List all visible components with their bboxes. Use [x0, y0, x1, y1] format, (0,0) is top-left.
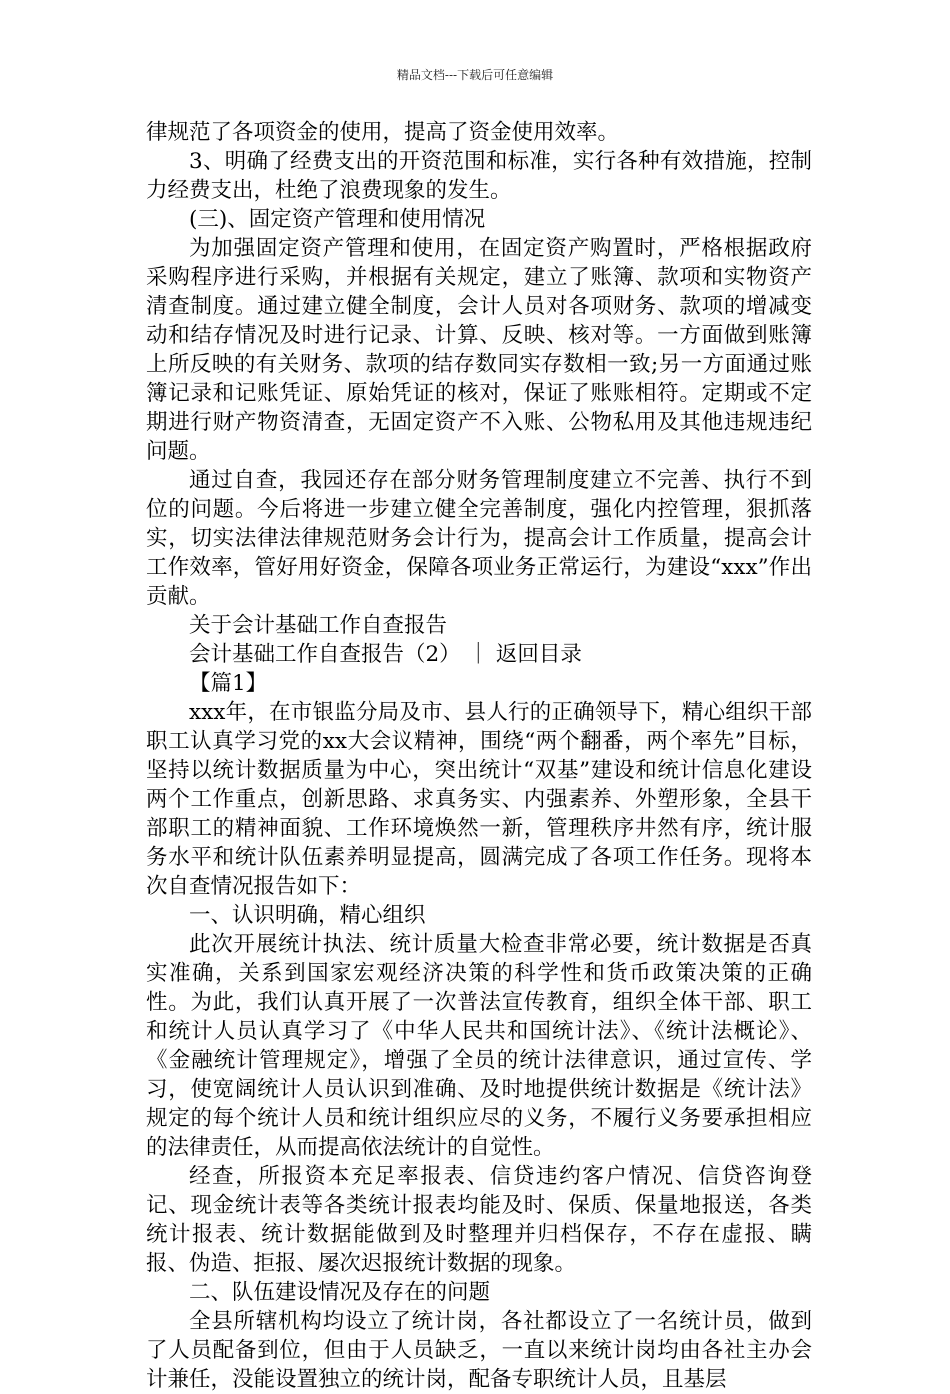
paragraph: 经查，所报资本充足率报表、信贷违约客户情况、信贷咨询登记、现金统计表等各类统计报表均能及时、保质、保量地报送，各类统计报表、统计数据能做到及时整理并归档保存，不存在虚报、瞒报、伪造、拒报、屡次迟报统计数据的现象。 [146, 1164, 812, 1276]
paragraph: 为加强固定资产管理和使用，在固定资产购置时，严格根据政府采购程序进行采购，并根据有关规定，建立了账簿、款项和实物资产清查制度。通过建立健全制度，会计人员对各项财务、款项的增减变动和结存情况及时进行记录、计算、反映、核对等。一方面做到账簿上所反映的有关财务、款项的结存数同实存数相一致;另一方面通过账簿记录和记账凭证、原始凭证的核对，保证了账账相符。定期或不定期进行财产物资清查，无固定资产不入账、公物私用及其他违规违纪问题。 [146, 236, 812, 464]
document-body [146, 118, 812, 1394]
paragraph: 通过自查，我园还存在部分财务管理制度建立不完善、执行不到位的问题。今后将进一步建立健全完善制度，强化内控管理，狠抓落实，切实法律法律规范财务会计行为，提高会计工作质量，提高会计工作效率，管好用好资金，保障各项业务正常运行，为建设“xxx”作出贡献。 [146, 468, 812, 609]
section-heading: (三)、固定资产管理和使用情况 [189, 207, 486, 232]
paragraph: xxx年，在市银监分局及市、县人行的正确领导下，精心组织干部职工认真学习党的xx大会议精神，围绕“两个翻番，两个率先”目标，坚持以统计数据质量为中心，突出统计“双基”建设和统计信息化建设两个工作重点，创新思路、求真务实、内强素养、外塑形象，全县干部职工的精神面貌、工作环境焕然一新，管理秩序井然有序，统计服务水平和统计队伍素养明显提高，圆满完成了各项工作任务。现将本次自查情况报告如下： [146, 700, 812, 899]
document-title: 关于会计基础工作自查报告 [189, 613, 448, 638]
return-to-contents-link[interactable]: 会计基础工作自查报告（2） ｜ 返回目录 [189, 642, 582, 667]
paragraph: 全县所辖机构均设立了统计岗，各社都设立了一名统计员，做到了人员配备到位，但由于人员缺乏，一直以来统计岗均由各社主办会计兼任，没能设置独立的统计岗，配备专职统计人员，且基层 [146, 1309, 812, 1392]
page-header: 精品文档---下载后可任意编辑 [396, 68, 554, 82]
paragraph: 此次开展统计执法、统计质量大检查非常必要，统计数据是否真实准确，关系到国家宏观经济决策的科学性和货币政策决策的正确性。为此，我们认真开展了一次普法宣传教育，组织全体干部、职工和统计人员认真学习了《中华人民共和国统计法》、《统计法概论》、《金融统计管理规定》，增强了全员的统计法律意识，通过宣传、学习，使宽阔统计人员认识到准确、及时地提供统计数据是《统计法》规定的每个统计人员和统计组织应尽的义务，不履行义务要承担相应的法律责任，从而提高依法统计的自觉性。 [146, 932, 812, 1160]
paragraph: 律规范了各项资金的使用，提高了资金使用效率。 [146, 120, 620, 145]
chapter-label: 【篇1】 [189, 671, 268, 696]
section-heading: 二、队伍建设情况及存在的问题 [189, 1280, 491, 1305]
paragraph: 3、明确了经费支出的开资范围和标准，实行各种有效措施，控制力经费支出，杜绝了浪费现象的发生。 [146, 149, 812, 203]
section-heading: 一、认识明确，精心组织 [189, 903, 426, 928]
